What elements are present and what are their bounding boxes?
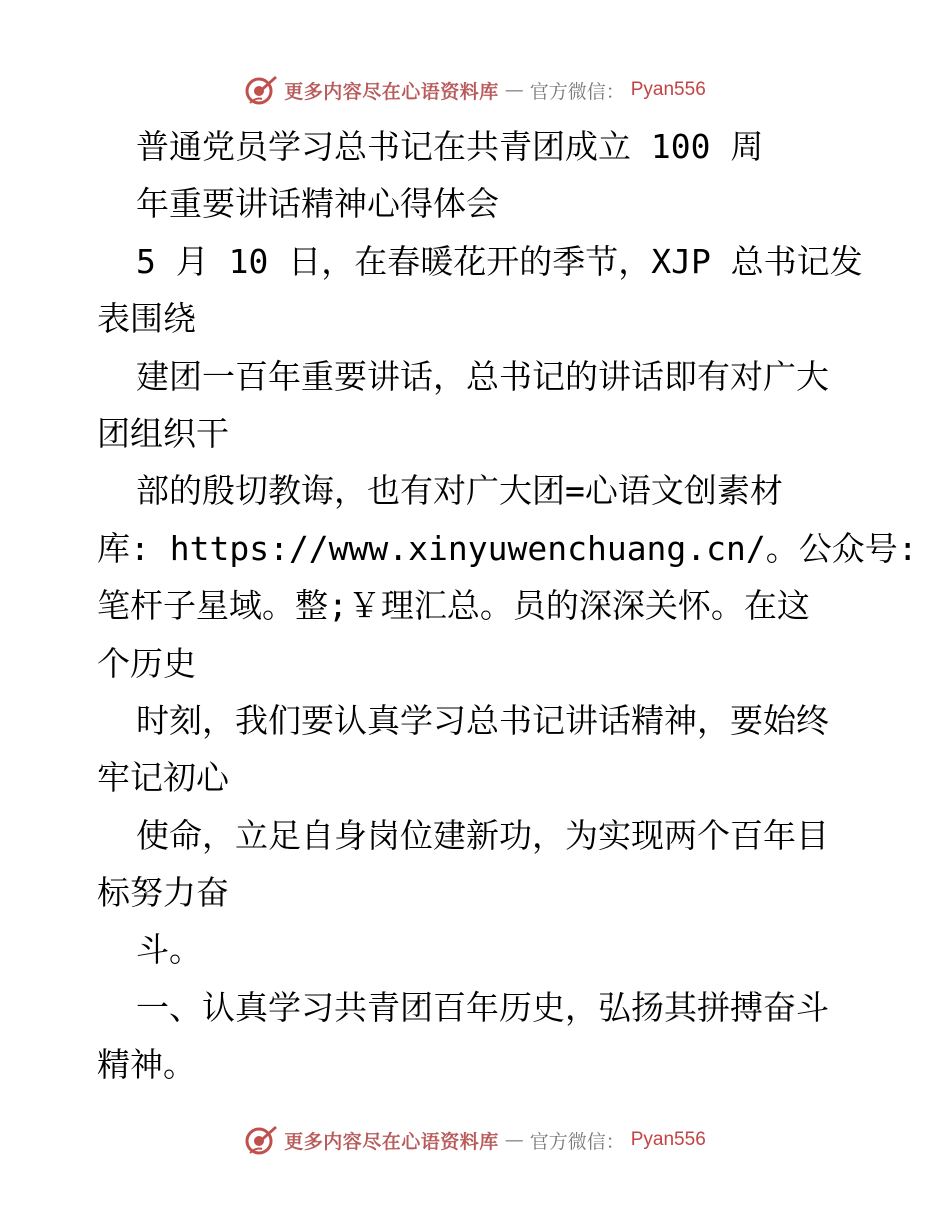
text-line: 时刻，我们要认真学习总书记讲话精神，要始终	[136, 700, 829, 740]
text-line: 库: https://www.xinyuwenchuang.cn/。公众号:	[97, 528, 918, 568]
text-line: 5 月 10 日，在春暖花开的季节，XJP 总书记发	[136, 241, 863, 281]
pen-logo-icon	[244, 73, 278, 107]
banner-separator: —	[504, 1129, 524, 1151]
footer-banner	[0, 1120, 950, 1160]
header-banner-content	[244, 73, 706, 107]
banner-slogan: 更多内容尽在心语资料库	[284, 1130, 499, 1153]
text-line: 使命，立足自身岗位建新功，为实现两个百年目	[136, 815, 829, 855]
text-line: 斗。	[136, 930, 202, 970]
banner-wechat-label: 官方微信：	[529, 80, 625, 103]
document-body	[97, 118, 918, 1094]
banner-wechat-label: 官方微信：	[529, 1130, 625, 1153]
text-line: 个历史	[97, 643, 196, 683]
banner-wechat-account: Pyan556	[630, 1129, 706, 1150]
banner-separator: —	[504, 79, 524, 101]
text-line: 团组织干	[97, 413, 229, 453]
footer-banner-content	[244, 1123, 706, 1157]
banner-wechat-account: Pyan556	[630, 79, 706, 100]
text-line: 部的殷切教诲，也有对广大团=心语文创素材	[136, 471, 783, 511]
text-line: 笔杆子星域。整;￥理汇总。员的深深关怀。在这	[97, 586, 810, 626]
section-heading-line: 精神。	[97, 1045, 196, 1085]
text-line: 表围绕	[97, 299, 196, 339]
title-line-1: 普通党员学习总书记在共青团成立 100 周	[136, 127, 764, 166]
banner-slogan: 更多内容尽在心语资料库	[284, 80, 499, 103]
header-banner	[0, 70, 950, 110]
title-line-2: 年重要讲话精神心得体会	[136, 184, 499, 224]
pen-logo-icon	[244, 1123, 278, 1157]
text-line: 牢记初心	[97, 758, 229, 798]
section-heading-line: 一、认真学习共青团百年历史，弘扬其拼搏奋斗	[136, 987, 829, 1027]
text-line: 标努力奋	[97, 873, 229, 913]
text-line: 建团一百年重要讲话，总书记的讲话即有对广大	[136, 356, 829, 396]
